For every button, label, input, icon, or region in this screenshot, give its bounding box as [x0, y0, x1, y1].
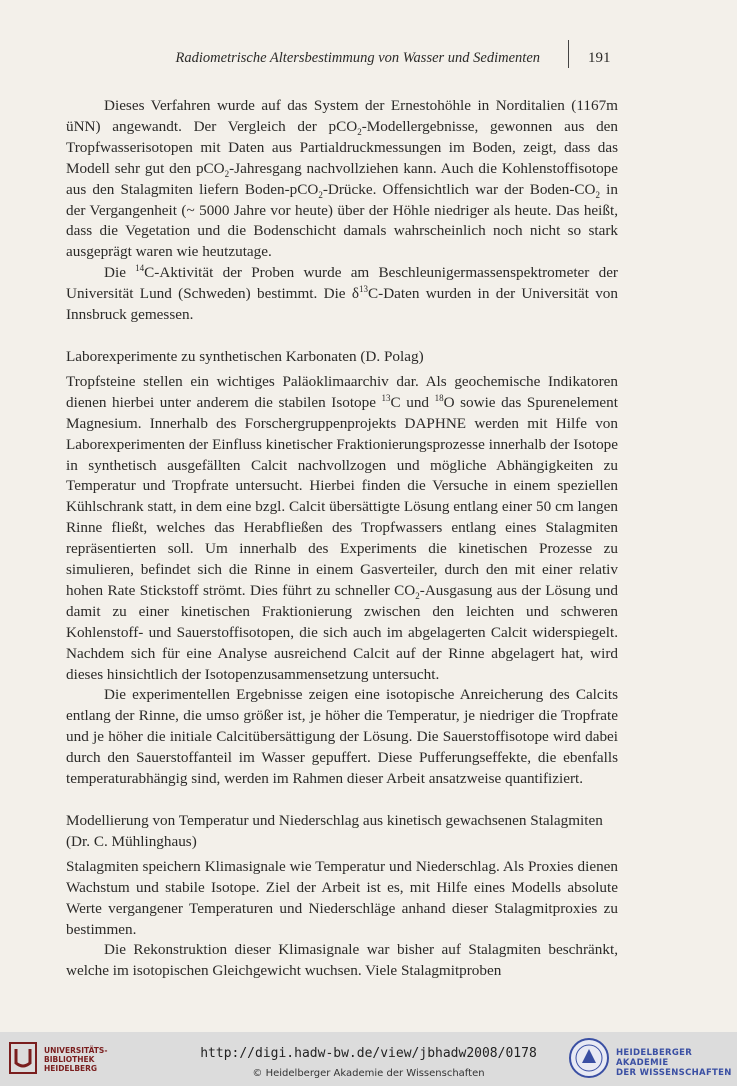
section-heading-modellierung: Modellierung von Temperatur und Niederschlag aus kinetisch gewachsenen Stalagmiten (Dr. C. Mühlinghaus)	[66, 812, 603, 850]
paragraph-stalagmiten: Stalagmiten speichern Klimasignale wie Temperatur und Niederschlag. Als Proxies dienen Wachstum und stabile Isotope. Ziel der Arbeit ist es, mit Hilfe eines Modells absolute Werte vergangener Temperaturen und Niederschläge anhand dieser Stalagmitproxies zu bestimmen.	[66, 857, 618, 938]
permalink-url[interactable]: http://digi.hadw-bw.de/view/jbhadw2008/0178	[200, 1046, 537, 1061]
academy-name: HEIDELBERGER AKADEMIE DER WISSENSCHAFTEN	[616, 1048, 732, 1078]
paragraph-ergebnisse: Die experimentellen Ergebnisse zeigen eine isotopische Anreicherung des Calcits entlang der Rinne, die umso größer ist, je höher die Temperatur, je niedriger die Tropfrate und je höher die initiale Calcitübersättigung der Lösung. Die Sauerstoffisotope wird dabei durch den Sauerstoffanteil im Wasser gepuffert. Diese Pufferungseffekte, die ebenfalls temperaturabhängig sind, werden im Rahmen dieser Arbeit ansatzweise quantifiziert.	[66, 686, 618, 788]
body-text	[66, 96, 618, 982]
academy-seal-icon	[568, 1037, 610, 1079]
paragraph-ernestohoehle: Dieses Verfahren wurde auf das System der Ernestohöhle in Norditalien (1167m üNN) angewandt. Der Vergleich der pCO$_2$-Modellergebnisse, gewonnen aus den Tropfwasserisotopen mit Daten aus Partialdruckmessungen im Boden, zeigt, dass das Modell sehr gut den pCO$_2$-Jahresgang nachvollziehen kann. Auch die Kohlenstoffisotope aus den Stalagmiten liefern Boden-pCO$_2$-Drücke. Offensichtlich war der Boden-$CO_2$ in der Vergangenheit (~ 5000 Jahre vor heute) über der Höhle niedriger als heute. Das heißt, dass die Vegetation und die Bodenschicht damals wahrscheinlich noch nicht so stark ausgeprägt waren wie heutzutage.	[66, 97, 618, 261]
paragraph-c14-activity: Die $^{14}$C-Aktivität der Proben wurde am Beschleunigermassenspektrometer der Universität Lund (Schweden) bestimmt. Die $\delta^{13}C$-Daten wurden in der Universität von Innsbruck gemessen.	[66, 263, 618, 324]
footer-bar	[0, 1032, 737, 1086]
page-number: 191	[588, 50, 611, 66]
paragraph-rekonstruktion: Die Rekonstruktion dieser Klimasignale war bisher auf Stalagmiten beschränkt, welche im isotopischen Gleichgewicht wuchsen. Viele Stalagmitproben	[66, 941, 618, 980]
header-divider	[568, 40, 569, 68]
running-head: Radiometrische Altersbestimmung von Wasser und Sedimenten	[175, 50, 540, 66]
copyright-notice: © Heidelberger Akademie der Wissenschaften	[252, 1068, 485, 1079]
paragraph-tropfsteine: Tropfsteine stellen ein wichtiges Paläoklimaarchiv dar. Als geochemische Indikatoren dienen hierbei unter anderem die stabilen Isotope $^{13}$C und $^{18}$O sowie das Spurenelement Magnesium. Innerhalb des Forschergruppenprojekts DAPHNE werden mit Hilfe von Laborexperimenten der Einfluss kinetischer Fraktionierungsprozesse innerhalb der Isotope in synthetisch ausgefällten Calcit nachvollzogen und mögliche Abhängigkeiten zu Temperatur und Tropfrate untersucht. Hierbei finden die Versuche in einem speziellen Kühlschrank statt, in dem eine bzgl. Calcit übersättigte Lösung entlang einer 50 cm langen Rinne fließt, welches das Herabfließen des Tropfwassers entlang eines Stalagmiten repräsentierten soll. Um innerhalb des Experiments die kinetischen Prozesse zu simulieren, befindet sich die Rinne in einem Gasverteiler, durch den mit einer relativ hohen Rate Stickstoff strömt. Dies führt zu schneller $CO_2$-Ausgasung aus der Lösung und damit zu einer kinetischen Fraktionierung zwischen den leichten und schweren Kohlenstoff- und Sauerstoffisotopen, die sich auch im abgelagerten Calcit widerspiegelt. Nachdem sich für eine Analyse ausreichend Calcit auf der Rinne abgelagert hat, wird dieses hinsichtlich der Isotopenzusammensetzung untersucht.	[66, 372, 618, 683]
section-heading-laborexperimente: Laborexperimente zu synthetischen Karbonaten (D. Polag)	[66, 347, 424, 365]
university-library-name: UNIVERSITÄTS- BIBLIOTHEK HEIDELBERG	[44, 1046, 108, 1073]
